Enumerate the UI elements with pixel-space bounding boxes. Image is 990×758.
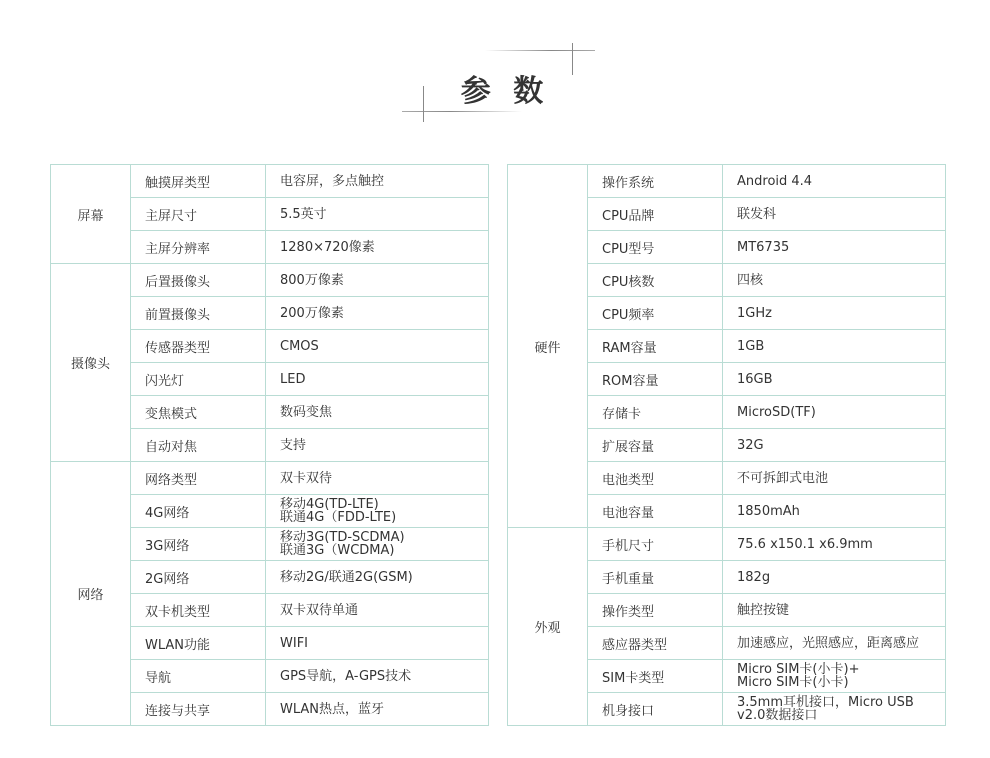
spec-value: 移动4G(TD-LTE) 联通4G（FDD-LTE)	[266, 495, 489, 528]
spec-value: 200万像素	[266, 297, 489, 330]
spec-value: 1280×720像素	[266, 231, 489, 264]
spec-value: MT6735	[723, 231, 946, 264]
page-title: 参 数	[460, 74, 550, 109]
spec-group-label: 屏幕	[51, 165, 131, 264]
spec-value: 电容屏，多点触控	[266, 165, 489, 198]
spec-label: CPU核数	[588, 264, 723, 297]
spec-value: 数码变焦	[266, 396, 489, 429]
spec-value: 182g	[723, 561, 946, 594]
spec-value: 16GB	[723, 363, 946, 396]
spec-label: 变焦模式	[131, 396, 266, 429]
spec-table-right	[507, 164, 946, 726]
spec-row	[508, 165, 946, 198]
spec-label: 触摸屏类型	[131, 165, 266, 198]
spec-value: 800万像素	[266, 264, 489, 297]
spec-label: 双卡机类型	[131, 594, 266, 627]
spec-value: 加速感应，光照感应，距离感应	[723, 627, 946, 660]
spec-label: 存储卡	[588, 396, 723, 429]
spec-label: SIM卡类型	[588, 660, 723, 693]
spec-value: WLAN热点，蓝牙	[266, 693, 489, 726]
spec-row	[51, 165, 489, 198]
spec-value: 32G	[723, 429, 946, 462]
spec-row	[508, 528, 946, 561]
spec-label: WLAN功能	[131, 627, 266, 660]
spec-value: 双卡双待单通	[266, 594, 489, 627]
spec-value: Micro SIM卡(小卡)+ Micro SIM卡(小卡)	[723, 660, 946, 693]
spec-value: LED	[266, 363, 489, 396]
spec-label: 连接与共享	[131, 693, 266, 726]
spec-value: MicroSD(TF)	[723, 396, 946, 429]
spec-label: 操作系统	[588, 165, 723, 198]
spec-table-left	[50, 164, 489, 726]
spec-label: 自动对焦	[131, 429, 266, 462]
spec-value: 四核	[723, 264, 946, 297]
spec-label: 感应器类型	[588, 627, 723, 660]
spec-row	[51, 264, 489, 297]
decorative-line	[402, 111, 522, 112]
decorative-line	[423, 86, 424, 122]
spec-label: CPU品牌	[588, 198, 723, 231]
spec-label: ROM容量	[588, 363, 723, 396]
spec-label: 主屏分辨率	[131, 231, 266, 264]
spec-group-label: 摄像头	[51, 264, 131, 462]
spec-label: 前置摄像头	[131, 297, 266, 330]
decorative-line	[572, 43, 573, 75]
spec-label: 后置摄像头	[131, 264, 266, 297]
decorative-line	[485, 50, 595, 51]
spec-value: 1850mAh	[723, 495, 946, 528]
spec-label: 主屏尺寸	[131, 198, 266, 231]
spec-label: 网络类型	[131, 462, 266, 495]
spec-label: 3G网络	[131, 528, 266, 561]
spec-label: 电池类型	[588, 462, 723, 495]
spec-value: Android 4.4	[723, 165, 946, 198]
spec-value: 1GB	[723, 330, 946, 363]
spec-label: 电池容量	[588, 495, 723, 528]
spec-label: 扩展容量	[588, 429, 723, 462]
spec-label: CPU型号	[588, 231, 723, 264]
spec-value: 支持	[266, 429, 489, 462]
spec-label: 手机重量	[588, 561, 723, 594]
spec-value: GPS导航，A-GPS技术	[266, 660, 489, 693]
spec-label: CPU频率	[588, 297, 723, 330]
spec-value: 5.5英寸	[266, 198, 489, 231]
spec-value: 不可拆卸式电池	[723, 462, 946, 495]
spec-value: 移动2G/联通2G(GSM)	[266, 561, 489, 594]
spec-row	[51, 462, 489, 495]
spec-label: 闪光灯	[131, 363, 266, 396]
spec-label: RAM容量	[588, 330, 723, 363]
spec-value: 3.5mm耳机接口，Micro USB v2.0数据接口	[723, 693, 946, 726]
spec-value: 双卡双待	[266, 462, 489, 495]
spec-label: 传感器类型	[131, 330, 266, 363]
spec-value: 联发科	[723, 198, 946, 231]
spec-label: 导航	[131, 660, 266, 693]
spec-value: 1GHz	[723, 297, 946, 330]
spec-group-label: 网络	[51, 462, 131, 726]
spec-value: WIFI	[266, 627, 489, 660]
spec-value: 触控按键	[723, 594, 946, 627]
spec-group-label: 硬件	[508, 165, 588, 528]
spec-value: 移动3G(TD-SCDMA) 联通3G（WCDMA)	[266, 528, 489, 561]
title-block	[400, 40, 600, 130]
spec-label: 手机尺寸	[588, 528, 723, 561]
spec-label: 2G网络	[131, 561, 266, 594]
spec-value: CMOS	[266, 330, 489, 363]
spec-group-label: 外观	[508, 528, 588, 726]
spec-value: 75.6 x150.1 x6.9mm	[723, 528, 946, 561]
spec-label: 机身接口	[588, 693, 723, 726]
spec-label: 4G网络	[131, 495, 266, 528]
spec-label: 操作类型	[588, 594, 723, 627]
